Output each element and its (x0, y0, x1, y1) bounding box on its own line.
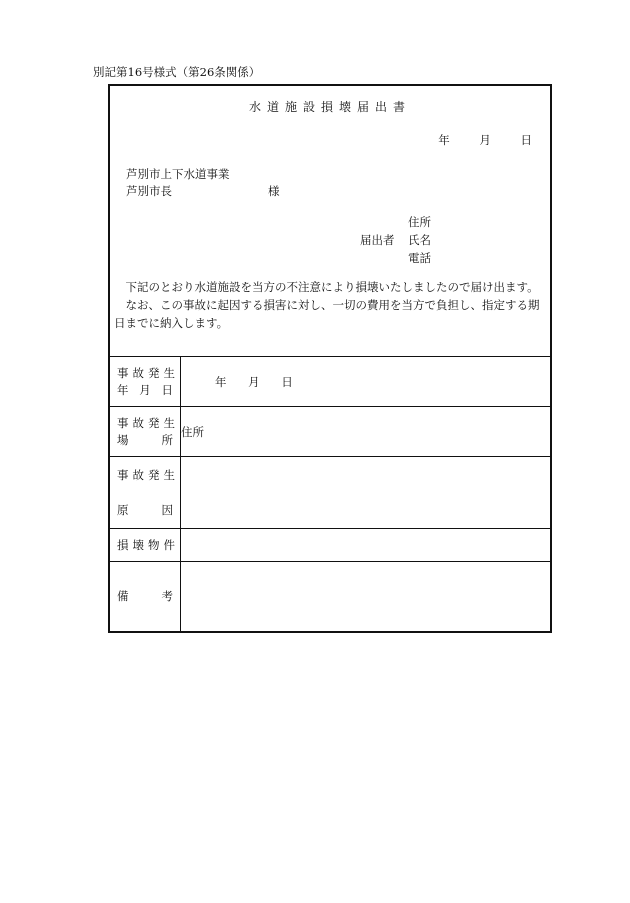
reporter-phone-label: 電話 (408, 251, 431, 265)
remarks-value[interactable] (181, 562, 551, 632)
table-row-accident-cause: 事故発生 原 因 (110, 457, 550, 529)
accident-place-value[interactable]: 住所 (181, 407, 551, 457)
row-label: 事故発生 (117, 467, 179, 482)
month-label: 月 (479, 133, 491, 147)
accident-cause-value[interactable] (181, 457, 551, 529)
year-label: 年 (438, 133, 450, 147)
table-row-remarks: 備 考 (110, 562, 550, 632)
reporter-address-label: 住所 (408, 215, 431, 229)
accident-date-value[interactable]: 年 月 日 (181, 357, 551, 407)
row-label: 事故発生 (117, 415, 179, 430)
reporter-label: 届出者 (360, 233, 395, 247)
body-paragraph-2: なお、この事故に起因する損害に対し、一切の費用を当方で負担し、指定する期日までに納入します。 (114, 298, 540, 330)
table-row-accident-date: 事故発生 年 月 日 年 月 日 (110, 357, 550, 407)
addressee-honorific: 様 (268, 184, 280, 198)
form-number: 別記第16号様式（第26条関係） (93, 65, 261, 79)
table-row-accident-place: 事故発生 場 所 住所 (110, 407, 550, 457)
body-text (114, 278, 550, 332)
reporter-name-label: 氏名 (408, 233, 431, 247)
submission-date (438, 132, 532, 148)
form-title: 水道施設損壊届出書 (248, 100, 411, 114)
day-label: 日 (520, 133, 532, 147)
row-label: 損壊物件 (117, 537, 179, 552)
row-label: 事故発生 (117, 365, 179, 380)
addressee-line2: 芦別市長 (126, 184, 172, 198)
table-row-damaged-item (110, 529, 550, 562)
form-frame (108, 84, 552, 633)
addressee-line1: 芦別市上下水道事業 (126, 167, 230, 181)
damaged-item-value[interactable] (181, 529, 551, 562)
body-paragraph-1: 下記のとおり水道施設を当方の不注意により損壊いたしましたので届け出ます。 (125, 280, 539, 294)
details-table (110, 356, 550, 632)
